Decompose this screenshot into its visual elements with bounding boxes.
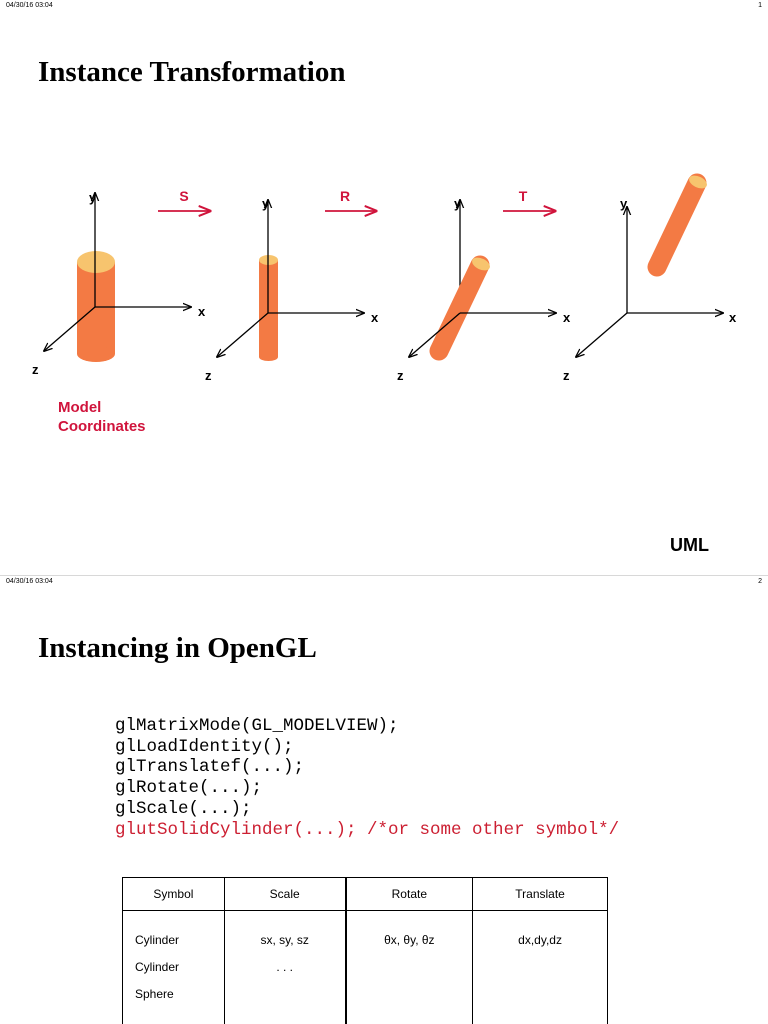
code-line: glMatrixMode(GL_MODELVIEW); [115, 716, 399, 736]
col-header-scale: Scale [224, 878, 345, 911]
header-date: 04/30/16 03:04 [6, 578, 53, 585]
frame-rotated [397, 196, 571, 383]
slide-title: Instance Transformation [38, 56, 346, 88]
table-cell: θx, θy, θz [384, 933, 435, 947]
y-axis-label: y [89, 190, 97, 205]
translate-cell [473, 911, 608, 1024]
scale-arrow [158, 188, 210, 211]
symbol-cell [123, 911, 225, 1024]
rotate-arrow [325, 188, 376, 211]
code-block [115, 716, 619, 840]
translate-arrow [503, 188, 555, 211]
x-axis-label: x [729, 310, 737, 325]
y-axis-label: y [620, 196, 628, 211]
col-header-translate: Translate [473, 878, 608, 911]
x-axis-label: x [371, 310, 379, 325]
x-axis-label: x [563, 310, 571, 325]
code-line: glRotate(...); [115, 778, 263, 799]
page-number: 1 [758, 2, 762, 9]
code-line: glScale(...); [115, 798, 252, 819]
col-header-symbol: Symbol [123, 878, 225, 911]
table-cell: sx, sy, sz [260, 933, 309, 947]
uml-label: UML [670, 535, 709, 555]
z-axis-label: z [205, 368, 212, 383]
frame-translated [563, 173, 737, 383]
z-axis-label: z [563, 368, 570, 383]
y-axis-label: y [454, 196, 462, 211]
model-coordinates-label: Model Coordinates [58, 399, 146, 435]
instance-table [122, 877, 608, 1024]
transformation-diagram [0, 170, 768, 390]
code-line: glTranslatef(...); [115, 757, 305, 778]
cylinder-translated [657, 173, 709, 267]
x-axis-label: x [198, 304, 206, 319]
table-cell: Cylinder [135, 933, 180, 947]
arrow-label-r: R [339, 188, 351, 204]
table-cell: . . . [276, 960, 293, 974]
rotate-cell [346, 911, 473, 1024]
scale-cell [224, 911, 345, 1024]
page-number: 2 [758, 578, 762, 585]
table-cell: Cylinder [135, 960, 180, 974]
table-cell: Sphere [135, 987, 174, 1001]
slide-page-2 [0, 576, 768, 1024]
code-line: glLoadIdentity(); [115, 736, 294, 757]
arrow-label-s: S [179, 188, 189, 204]
z-axis-label: z [397, 368, 404, 383]
frame-scaled [205, 196, 379, 383]
table-body-row [123, 911, 608, 1024]
code-line-highlight: glutSolidCylinder(...); /*or some other symbol*/ [115, 819, 620, 840]
frame-model [32, 190, 206, 377]
cylinder-rotated [439, 255, 492, 351]
z-axis-label: z [32, 362, 39, 377]
arrow-label-t: T [518, 188, 528, 204]
table-cell: dx,dy,dz [518, 933, 562, 947]
y-axis-label: y [262, 196, 270, 211]
col-header-rotate: Rotate [346, 878, 473, 911]
table-header-row [123, 878, 608, 911]
slide-title: Instancing in OpenGL [38, 632, 317, 664]
header-date: 04/30/16 03:04 [6, 2, 53, 9]
